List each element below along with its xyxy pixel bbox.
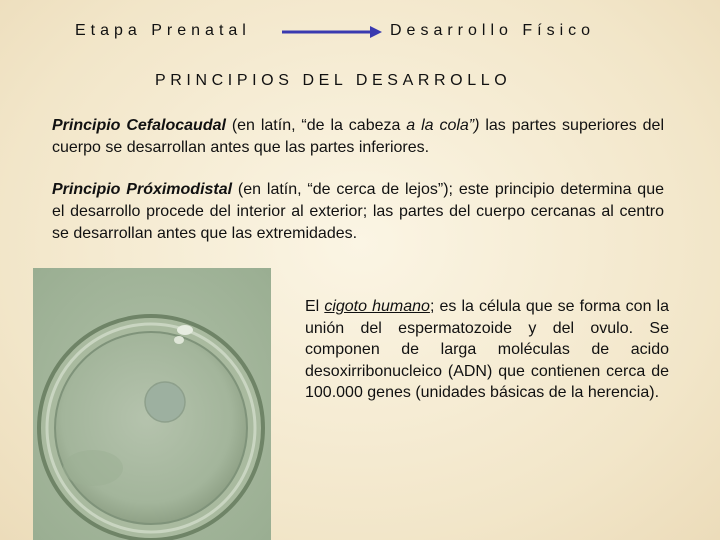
principle-text-italic: a la cola”) [406, 117, 480, 134]
page-title: PRINCIPIOS DEL DESARROLLO [155, 72, 512, 89]
zygote-term: cigoto humano [324, 298, 430, 315]
heading-desarrollo-fisico: Desarrollo Físico [390, 22, 596, 39]
zygote-text: ; es la célula que se forma con la unión del espermatozoide y del ovulo. Se componen de larga moléculas de acido desoxirribonucleico (ADN) que contienen cerca de 100.000 genes (unidades básicas de la herencia). [305, 298, 670, 401]
principle-text: (en latín, “de la cabeza [225, 117, 407, 134]
right-arrow-icon [282, 25, 382, 39]
zygote-photo [33, 268, 271, 540]
zygote-prefix: El [305, 298, 325, 315]
principle-cefalocaudal [52, 115, 664, 159]
principle-text: (en latín, “de cerca de lejos”); este principio determina que el desarrollo procede del interior al exterior; las partes del cuerpo cercanas al centro se desarrollan antes que las extremidades. [52, 181, 664, 242]
heading-etapa-prenatal: Etapa Prenatal [75, 22, 251, 39]
principle-text-end: las partes superiores del cuerpo se desarrollan antes que las partes inferiores. [52, 117, 665, 156]
principle-term: Principio Cefalocaudal [52, 117, 226, 134]
zygote-description [305, 296, 669, 404]
principle-term: Principio Próximodistal [52, 181, 233, 198]
principle-proximodistal [52, 179, 664, 245]
